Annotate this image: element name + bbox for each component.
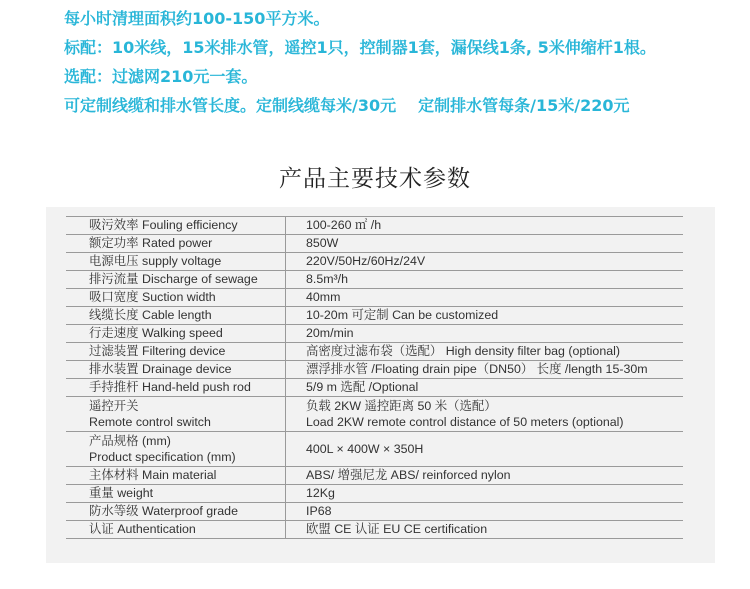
section-title: 产品主要技术参数 <box>279 166 471 192</box>
customization-cable-price: 可定制线缆和排水管长度。定制线缆每米/30元 <box>64 96 397 115</box>
spec-value: 100-260 ㎡ /h <box>286 217 684 235</box>
intro-text <box>64 4 656 120</box>
spec-value-cn: 负载 2KW 遥控距离 50 米（选配） <box>306 399 497 413</box>
spec-label: 行走速度 Walking speed <box>66 325 286 343</box>
intro-line-cleaning-area: 每小时清理面积约100-150平方米。 <box>64 9 330 28</box>
table-row <box>66 271 683 289</box>
spec-label-en: Product specification (mm) <box>89 450 236 464</box>
spec-label: 额定功率 Rated power <box>66 235 286 253</box>
spec-value: 5/9 m 选配 /Optional <box>286 379 684 397</box>
spec-label <box>66 397 286 432</box>
table-row <box>66 217 683 235</box>
intro-line-customization <box>64 91 656 120</box>
spec-value: ABS/ 增强尼龙 ABS/ reinforced nylon <box>286 467 684 485</box>
spec-label: 排水装置 Drainage device <box>66 361 286 379</box>
spec-value: 8.5m³/h <box>286 271 684 289</box>
spec-label: 过滤装置 Filtering device <box>66 343 286 361</box>
spec-value: IP68 <box>286 503 684 521</box>
spec-value: 220V/50Hz/60Hz/24V <box>286 253 684 271</box>
spec-label: 吸口宽度 Suction width <box>66 289 286 307</box>
table-row <box>66 361 683 379</box>
spec-label: 认证 Authentication <box>66 521 286 539</box>
table-row <box>66 521 683 539</box>
table-row <box>66 485 683 503</box>
customization-pipe-price: 定制排水管每条/15米/220元 <box>418 96 630 115</box>
spec-label: 电源电压 supply voltage <box>66 253 286 271</box>
spec-value: 漂浮排水管 /Floating drain pipe（DN50） 长度 /length 15-30m <box>286 361 684 379</box>
table-row <box>66 253 683 271</box>
table-row <box>66 325 683 343</box>
spec-label: 防水等级 Waterproof grade <box>66 503 286 521</box>
intro-line-standard-config: 标配：10米线，15米排水管，遥控1只，控制器1套，漏保线1条, 5米伸缩杆1根。 <box>64 38 656 57</box>
spec-value-en: Load 2KW remote control distance of 50 meters (optional) <box>306 415 624 429</box>
table-row <box>66 343 683 361</box>
spec-value: 欧盟 CE 认证 EU CE certification <box>286 521 684 539</box>
spec-value: 10-20m 可定制 Can be customized <box>286 307 684 325</box>
table-row <box>66 467 683 485</box>
spec-value: 850W <box>286 235 684 253</box>
table-row <box>66 379 683 397</box>
spec-label: 排污流量 Discharge of sewage <box>66 271 286 289</box>
spec-label-cn: 产品规格 (mm) <box>89 434 171 448</box>
spec-label <box>66 432 286 467</box>
spec-value: 40mm <box>286 289 684 307</box>
table-row <box>66 397 683 432</box>
spec-value: 20m/min <box>286 325 684 343</box>
spec-label: 主体材料 Main material <box>66 467 286 485</box>
spec-value: 12Kg <box>286 485 684 503</box>
spec-label: 线缆长度 Cable length <box>66 307 286 325</box>
spec-value: 高密度过滤布袋（选配） High density filter bag (optional) <box>286 343 684 361</box>
spec-value <box>286 397 684 432</box>
table-row <box>66 289 683 307</box>
spec-label: 吸污效率 Fouling efficiency <box>66 217 286 235</box>
spec-label-cn: 遥控开关 <box>89 399 139 413</box>
spec-value: 400L × 400W × 350H <box>286 432 684 467</box>
intro-line-optional-config: 选配：过滤网210元一套。 <box>64 67 258 86</box>
table-row <box>66 503 683 521</box>
table-row <box>66 432 683 467</box>
table-row <box>66 307 683 325</box>
spec-label: 重量 weight <box>66 485 286 503</box>
spec-table <box>66 216 683 539</box>
table-row <box>66 235 683 253</box>
spec-label: 手持推杆 Hand-held push rod <box>66 379 286 397</box>
spec-label-en: Remote control switch <box>89 415 211 429</box>
